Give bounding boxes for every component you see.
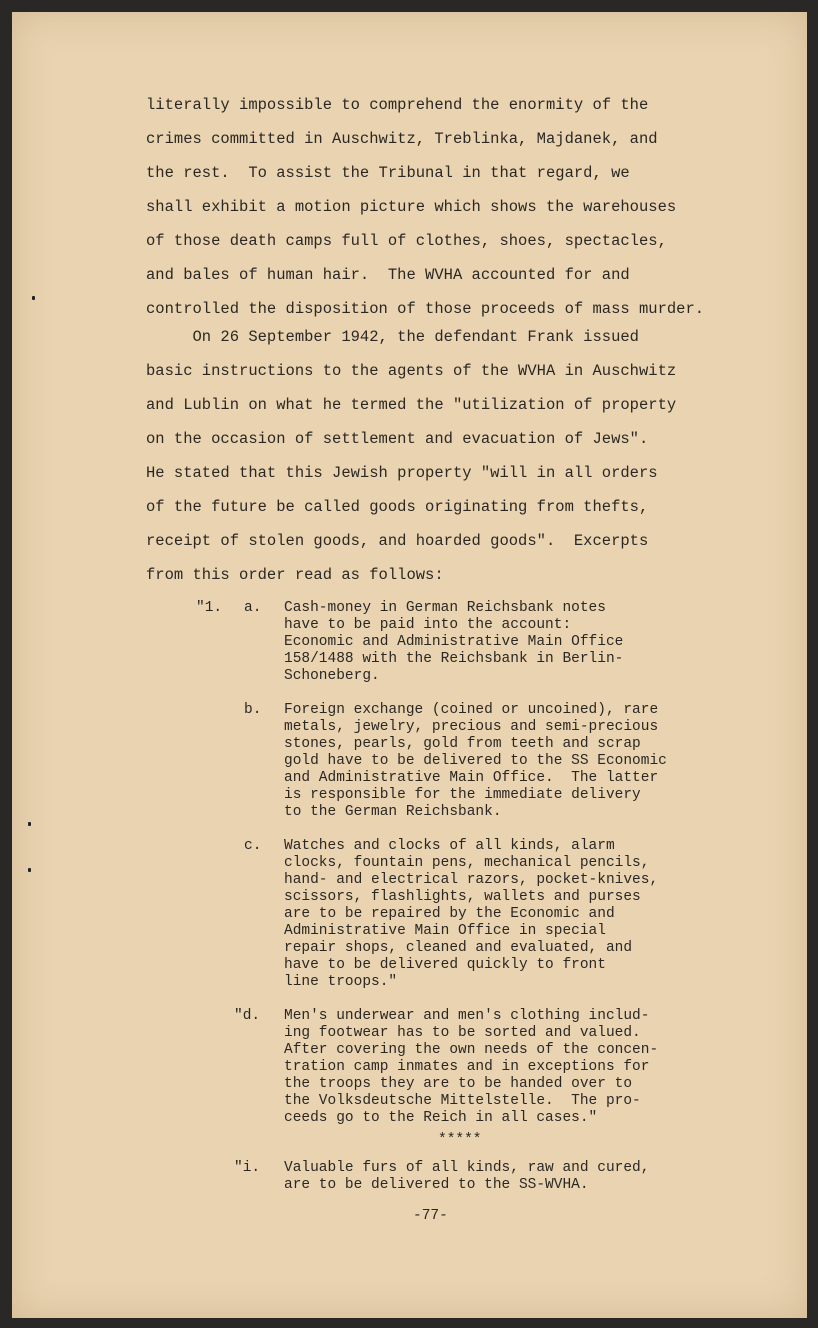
item-d-text: Men's underwear and men's clothing includ- ing footwear has to be sorted and valued. After covering the own needs of the concen- tration camp inmates and in exceptions for the troops they are to be handed over to the Volksdeutsche Mittelstelle. The pro- ceeds go to the Reich in all cases." — [284, 1008, 659, 1126]
margin-mark — [28, 822, 31, 826]
item-d-label: "d. — [234, 1008, 261, 1024]
item-c-text: Watches and clocks of all kinds, alarm clocks, fountain pens, mechanical pencils, hand- and electrical razors, pocket-knives, scissors, flashlights, wallets and purses are to be repaired by the Economic and Administrative Main Office in special repair shops, cleaned and evaluated, and have to be delivered quickly to front line troops." — [284, 838, 659, 990]
item-b-label: b. — [244, 702, 262, 718]
item-i-text: Valuable furs of all kinds, raw and cured, are to be delivered to the SS-WVHA. — [284, 1160, 650, 1193]
margin-mark — [32, 296, 35, 300]
item-a-label: a. — [244, 600, 262, 616]
page-number: -77- — [413, 1208, 448, 1224]
paragraph-2: On 26 September 1942, the defendant Frank issued basic instructions to the agents of the WVHA in Auschwitz and Lublin on what he termed the "utilization of property on the occasion of settlement and evacuation of Jews". He stated that this Jewish property "will in all orders of the future be called goods originating from thefts, receipt of stolen goods, and hoarded goods". Excerpts from this order read as follows: — [146, 328, 677, 584]
item-a-text: Cash-money in German Reichsbank notes have to be paid into the account: Economic and Administrative Main Office 158/1488 with the Reichsbank in Berlin- Schoneberg. — [284, 600, 624, 684]
item-b-text: Foreign exchange (coined or uncoined), rare metals, jewelry, precious and semi-precious stones, pearls, gold from teeth and scrap gold have to be delivered to the SS Economic and Administrative Main Office. The latter is responsible for the immediate delivery to the German Reichsbank. — [284, 702, 667, 820]
paragraph-1: literally impossible to comprehend the enormity of the crimes committed in Auschwitz, Treblinka, Majdanek, and the rest. To assist the Tribunal in that regard, we shall exhibit a motion picture which shows the warehouses of those death camps full of clothes, shoes, spectacles, and bales of human hair. The WVHA accounted for and controlled the disposition of those proceeds of mass murder. — [146, 96, 705, 318]
separator-asterisks: ***** — [438, 1132, 482, 1148]
document-page — [12, 12, 807, 1318]
quote-section-number: "1. — [196, 600, 223, 616]
margin-mark — [28, 868, 31, 872]
item-i-label: "i. — [234, 1160, 261, 1176]
item-c-label: c. — [244, 838, 262, 854]
